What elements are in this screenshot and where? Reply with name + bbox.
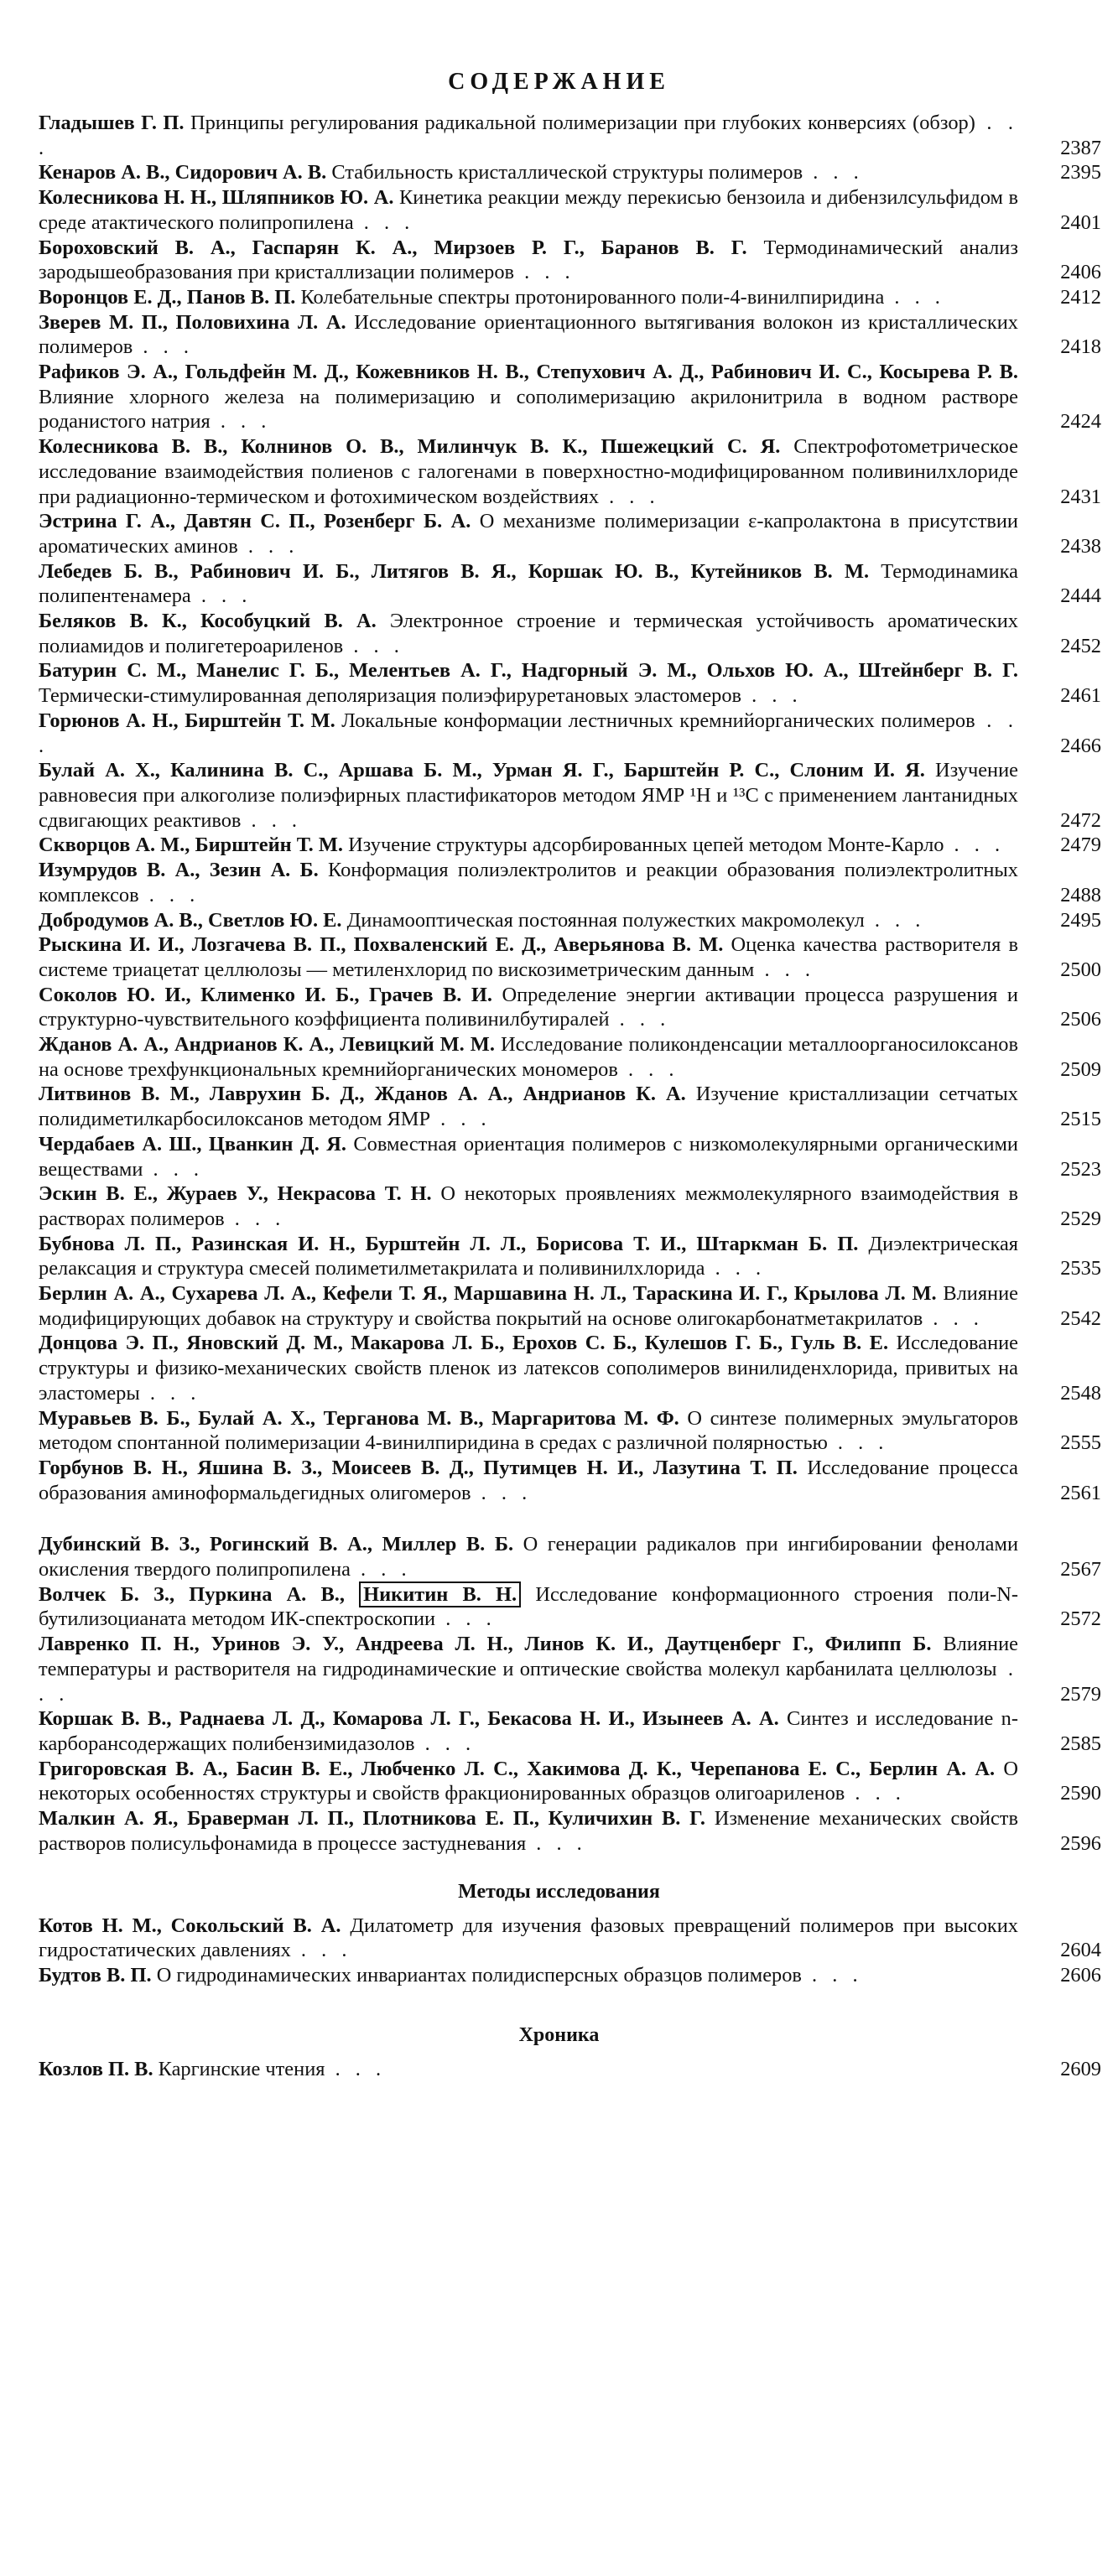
toc-entry[interactable] bbox=[39, 1632, 1101, 1706]
toc-entry[interactable] bbox=[39, 1757, 1101, 1806]
entry-authors: Жданов А. А., Андрианов К. А., Левицкий М. М. bbox=[39, 1033, 495, 1057]
entry-text bbox=[39, 434, 1018, 509]
toc-entry[interactable] bbox=[39, 1032, 1101, 1082]
entry-page-number: 2555 bbox=[1060, 1431, 1101, 1455]
entry-authors: Волчек Б. З., Пуркина А. В., bbox=[39, 1582, 345, 1606]
toc-entry[interactable] bbox=[39, 236, 1101, 285]
leader-dots: . . . bbox=[944, 834, 1006, 857]
entry-authors: Соколов Ю. И., Клименко И. Б., Грачев В. И. bbox=[39, 983, 492, 1006]
entry-text bbox=[39, 709, 1018, 758]
leader-dots: . . . bbox=[139, 1381, 201, 1405]
toc-entry[interactable] bbox=[39, 1914, 1101, 1963]
entry-page-number: 2506 bbox=[1060, 1008, 1101, 1031]
entry-page-number: 2561 bbox=[1060, 1481, 1101, 1504]
entry-authors: Гладышев Г. П. bbox=[39, 112, 185, 134]
entry-text bbox=[39, 908, 1018, 933]
entry-text bbox=[39, 609, 1018, 658]
entry-authors: Котов Н. М., Сокольский В. А. bbox=[39, 1914, 341, 1937]
entry-title: Динамооптическая постоянная полужестких макромолекул bbox=[346, 908, 865, 932]
section-title-methods: Методы исследования bbox=[458, 1880, 660, 1903]
entry-text bbox=[39, 185, 1018, 235]
toc-entry[interactable] bbox=[39, 1456, 1101, 1505]
entry-title: О гидродинамических инвариантах полидисперсных образцов полимеров bbox=[156, 1963, 802, 1987]
entry-text bbox=[39, 509, 1018, 558]
leader-dots: . . . bbox=[190, 584, 252, 608]
entry-text bbox=[39, 1632, 1018, 1706]
entry-page-number: 2488 bbox=[1060, 883, 1101, 906]
leader-dots: . . . bbox=[705, 1257, 767, 1280]
entry-title: Диэлектрическая релаксация и структура смесей полиметилметакрилата и поливинилхлорида bbox=[39, 1232, 1018, 1280]
leader-dots: . . . bbox=[353, 210, 415, 234]
leader-dots: . . . bbox=[514, 261, 575, 284]
entry-authors: Чердабаев А. Ш., Цванкин Д. Я. bbox=[39, 1132, 346, 1156]
entries-methods bbox=[0, 1914, 1118, 1988]
entry-text bbox=[39, 1132, 1018, 1182]
toc-entry[interactable] bbox=[39, 360, 1101, 434]
entry-title: О синтезе полимерных эмульгаторов методом спонтанной полимеризации 4-винилпиридина в средах с различной полярностью bbox=[39, 1406, 1018, 1455]
entry-text bbox=[39, 1532, 1018, 1581]
toc-entry[interactable] bbox=[39, 1132, 1101, 1182]
leader-dots: . . . bbox=[471, 1481, 533, 1504]
entry-page-number: 2604 bbox=[1060, 1939, 1101, 1962]
entry-page-number: 2606 bbox=[1060, 1963, 1101, 1987]
entry-text bbox=[39, 983, 1018, 1032]
entry-authors-boxed: Никитин В. Н. bbox=[359, 1581, 521, 1607]
leader-dots: . . . bbox=[343, 634, 404, 657]
entry-text bbox=[39, 285, 1018, 310]
leader-dots: . . . bbox=[845, 1782, 906, 1805]
entry-title: Исследование структуры и физико-механических свойств пленок из латексов сополимеров винилиденхлорида, привитых на эластомеры bbox=[39, 1332, 1018, 1405]
toc-entry[interactable] bbox=[39, 185, 1101, 235]
leader-dots: . . . bbox=[237, 534, 299, 558]
entry-page-number: 2479 bbox=[1060, 834, 1101, 857]
entry-title: Оценка качества растворителя в системе триацетат целлюлозы — метиленхлорид по вискозиметрическим данным bbox=[39, 933, 1018, 981]
leader-dots: . . . bbox=[599, 485, 660, 508]
entries-chronicle bbox=[0, 2057, 1118, 2082]
leader-dots: . . . bbox=[526, 1831, 587, 1855]
entry-page-number: 2500 bbox=[1060, 958, 1101, 981]
entry-page-number: 2596 bbox=[1060, 1831, 1101, 1855]
entry-authors: Горбунов В. Н., Яшина В. З., Моисеев В. Д., Путимцев Н. И., Лазутина Т. П. bbox=[39, 1456, 798, 1479]
entry-title: Изучение структуры адсорбированных цепей методом Монте-Карло bbox=[348, 834, 944, 857]
entry-page-number: 2523 bbox=[1060, 1157, 1101, 1181]
entry-page-number: 2572 bbox=[1060, 1607, 1101, 1631]
entry-title: Исследование конформационного строения поли-N-бутилизоцианата методом ИК-спектроскопии bbox=[39, 1582, 1018, 1631]
toc-entry[interactable] bbox=[39, 1532, 1101, 1581]
entry-text bbox=[39, 833, 1018, 858]
leader-dots: . . . bbox=[138, 883, 200, 906]
toc-entry[interactable] bbox=[39, 908, 1101, 933]
entry-page-number: 2535 bbox=[1060, 1257, 1101, 1280]
toc-entry[interactable] bbox=[39, 1406, 1101, 1456]
entry-authors: Лавренко П. Н., Уринов Э. У., Андреева Л. Н., Линов К. И., Даутценберг Г., Филипп Б. bbox=[39, 1633, 932, 1656]
toc-entry[interactable] bbox=[39, 758, 1101, 833]
entry-page-number: 2609 bbox=[1060, 2057, 1101, 2080]
toc-entry[interactable] bbox=[39, 1182, 1101, 1231]
entry-authors: Горюнов А. Н., Бирштейн Т. М. bbox=[39, 709, 335, 732]
entry-title: Колебательные спектры протонированного поли-4-винилпиридина bbox=[300, 285, 885, 309]
entry-page-number: 2438 bbox=[1060, 534, 1101, 558]
page-title: СОДЕРЖАНИЕ bbox=[448, 69, 670, 95]
entry-page-number: 2424 bbox=[1060, 410, 1101, 434]
entry-page-number: 2542 bbox=[1060, 1306, 1101, 1330]
entry-authors: Булай А. Х., Калинина В. С., Аршава Б. М., Урман Я. Г., Барштейн Р. С., Слоним И. Я. bbox=[39, 759, 925, 782]
leader-dots: . . . bbox=[210, 410, 272, 434]
entry-authors: Козлов П. В. bbox=[39, 2057, 153, 2080]
entry-page-number: 2452 bbox=[1060, 634, 1101, 657]
leader-dots: . . . bbox=[39, 1657, 1018, 1706]
toc-entry[interactable] bbox=[39, 509, 1101, 558]
entry-page-number: 2461 bbox=[1060, 684, 1101, 708]
leader-dots: . . . bbox=[39, 112, 1018, 159]
entry-text bbox=[39, 1281, 1018, 1331]
entry-title: Влияние хлорного железа на полимеризацию и сополимеризацию акрилонитрила в водном растворе роданистого натрия bbox=[39, 385, 1018, 434]
entry-page-number: 2567 bbox=[1060, 1558, 1101, 1581]
toc-entry[interactable] bbox=[39, 1582, 1101, 1632]
entry-authors: Эскин В. Е., Жураев У., Некрасова Т. Н. bbox=[39, 1182, 432, 1206]
entry-text bbox=[39, 858, 1018, 907]
entry-authors: Лебедев Б. В., Рабинович И. Б., Литягов В. Я., Коршак Ю. В., Кутейников В. М. bbox=[39, 559, 870, 583]
entry-page-number: 2548 bbox=[1060, 1381, 1101, 1405]
entry-authors: Скворцов А. М., Бирштейн Т. М. bbox=[39, 834, 343, 857]
toc-entry[interactable] bbox=[39, 609, 1101, 658]
entry-text bbox=[39, 658, 1018, 708]
entry-page-number: 2412 bbox=[1060, 285, 1101, 309]
toc-entry[interactable] bbox=[39, 111, 1101, 160]
leader-dots: . . . bbox=[801, 1963, 863, 1987]
entry-title: Влияние модифицирующих добавок на структуру и свойства покрытий на основе олигокарбонатметакрилатов bbox=[39, 1282, 1018, 1330]
entry-page-number: 2590 bbox=[1060, 1782, 1101, 1805]
entry-title: О механизме полимеризации ε-капролактона в присутствии ароматических аминов bbox=[39, 510, 1018, 558]
entry-authors: Дубинский В. З., Рогинский В. А., Миллер В. Б. bbox=[39, 1533, 514, 1556]
leader-dots: . . . bbox=[923, 1306, 984, 1330]
entry-text bbox=[39, 1706, 1018, 1756]
entry-title: Термодинамический анализ зародышеобразования при кристаллизации полимеров bbox=[39, 236, 1018, 284]
entry-title: Спектрофотометрическое исследование взаимодействия полиенов с галогенами в поверхностно-модифицированном поливинилхлориде при радиационно-термическом и фотохимическом воздействиях bbox=[39, 435, 1018, 508]
entry-title: Исследование ориентационного вытягивания волокон из кристаллических полимеров bbox=[39, 310, 1018, 359]
entry-title: Каргинские чтения bbox=[158, 2057, 325, 2080]
entry-text bbox=[39, 932, 1018, 982]
entry-page-number: 2585 bbox=[1060, 1732, 1101, 1755]
entry-title: Изучение равновесия при алкоголизе полиэфирных пластификаторов методом ЯМР ¹H и ¹³C с применением лантанидных сдвигающих реактивов bbox=[39, 759, 1018, 832]
leader-dots: . . . bbox=[39, 709, 1018, 757]
entry-authors: Бубнова Л. П., Разинская И. Н., Бурштейн Л. Л., Борисова Т. И., Штаркман Б. П. bbox=[39, 1232, 859, 1255]
toc-entry[interactable] bbox=[39, 434, 1101, 509]
leader-dots: . . . bbox=[350, 1558, 412, 1581]
entry-authors: Эстрина Г. А., Давтян С. П., Розенберг Б. А. bbox=[39, 510, 471, 533]
entry-title: Кинетика реакции между перекисью бензоила и дибензилсульфидом в среде атактического полипропилена bbox=[39, 186, 1018, 234]
leader-dots: . . . bbox=[290, 1939, 352, 1962]
entry-title: Принципы регулирования радикальной полимеризации при глубоких конверсиях (обзор) bbox=[190, 112, 975, 134]
toc-entry[interactable] bbox=[39, 983, 1101, 1032]
entry-text bbox=[39, 1182, 1018, 1231]
entry-text bbox=[39, 1331, 1018, 1405]
leader-dots: . . . bbox=[224, 1207, 286, 1230]
entry-text bbox=[39, 1032, 1018, 1082]
leader-dots: . . . bbox=[864, 908, 926, 932]
entry-text bbox=[39, 1456, 1018, 1505]
entries-main bbox=[0, 111, 1118, 1505]
toc-entry[interactable] bbox=[39, 1706, 1101, 1756]
entry-authors: Воронцов Е. Д., Панов В. П. bbox=[39, 285, 296, 309]
toc-entry[interactable] bbox=[39, 1082, 1101, 1131]
entry-authors: Колесникова Н. Н., Шляпников Ю. А. bbox=[39, 186, 394, 210]
entry-authors: Малкин А. Я., Браверман Л. П., Плотникова Е. П., Куличихин В. Г. bbox=[39, 1807, 705, 1831]
entry-authors: Муравьев В. Б., Булай А. Х., Терганова М. В., Маргаритова М. Ф. bbox=[39, 1406, 679, 1430]
entry-authors: Беляков В. К., Кособуцкий В. А. bbox=[39, 610, 377, 633]
entry-page-number: 2418 bbox=[1060, 335, 1101, 359]
toc-entry[interactable] bbox=[39, 1281, 1101, 1331]
entry-authors: Будтов В. П. bbox=[39, 1963, 152, 1987]
leader-dots: . . . bbox=[241, 808, 303, 832]
toc-entry[interactable] bbox=[39, 2057, 1101, 2082]
leader-dots: . . . bbox=[325, 2057, 387, 2080]
entry-title: Влияние температуры и растворителя на гидродинамические и оптические свойства молекул карбанилата целлюлозы bbox=[39, 1633, 1018, 1680]
entry-title: Локальные конформации лестничных кремнийорганических полимеров bbox=[341, 709, 975, 732]
entry-authors: Добродумов А. В., Светлов Ю. Е. bbox=[39, 908, 342, 932]
entry-text bbox=[39, 111, 1018, 160]
toc-entry[interactable] bbox=[39, 833, 1101, 858]
entry-authors: Литвинов В. М., Лаврухин Б. Д., Жданов А. А., Андрианов К. А. bbox=[39, 1083, 686, 1106]
entry-title: Изменение механических свойств растворов полисульфонамида в процессе застудневания bbox=[39, 1807, 1018, 1855]
entry-authors: Кенаров А. В., Сидорович А. В. bbox=[39, 161, 327, 184]
entry-text bbox=[39, 1406, 1018, 1456]
entry-text bbox=[39, 1582, 1018, 1632]
entry-authors: Рыскина И. И., Лозгачева В. П., Похваленский Е. Д., Аверьянова В. М. bbox=[39, 933, 724, 957]
entry-page-number: 2509 bbox=[1060, 1057, 1101, 1081]
entry-title: Совместная ориентация полимеров с низкомолекулярными органическими веществами bbox=[39, 1132, 1018, 1181]
leader-dots: . . . bbox=[827, 1431, 889, 1455]
toc-entry[interactable] bbox=[39, 1331, 1101, 1405]
toc-entry[interactable] bbox=[39, 858, 1101, 907]
entry-page-number: 2466 bbox=[1060, 734, 1101, 757]
entry-page-number: 2495 bbox=[1060, 908, 1101, 932]
entry-text bbox=[39, 360, 1018, 434]
entry-page-number: 2472 bbox=[1060, 808, 1101, 832]
entry-text bbox=[39, 2057, 1018, 2082]
entry-authors: Берлин А. А., Сухарева Л. А., Кефели Т. Я., Маршавина Н. Л., Тараскина И. Г., Крылова Л. М. bbox=[39, 1282, 937, 1306]
toc-entry[interactable] bbox=[39, 658, 1101, 708]
entry-page-number: 2395 bbox=[1060, 161, 1101, 184]
leader-dots: . . . bbox=[741, 684, 803, 708]
entry-text bbox=[39, 1757, 1018, 1806]
entry-page-number: 2515 bbox=[1060, 1108, 1101, 1131]
toc-entry[interactable] bbox=[39, 932, 1101, 982]
entry-page-number: 2401 bbox=[1060, 210, 1101, 234]
entry-authors: Бороховский В. А., Гаспарян К. А., Мирзоев Р. Г., Баранов В. Г. bbox=[39, 236, 747, 259]
entry-authors: Зверев М. П., Половихина Л. А. bbox=[39, 310, 346, 334]
leader-dots: . . . bbox=[430, 1108, 491, 1131]
toc-entry[interactable] bbox=[39, 1806, 1101, 1856]
entry-title: Определение энергии активации процесса разрушения и структурно-чувствительного коэффициента поливинилбутиралей bbox=[39, 983, 1018, 1031]
entry-title: Синтез и исследование n-карборансодержащих полибензимидазолов bbox=[39, 1707, 1018, 1755]
entry-text bbox=[39, 559, 1018, 609]
entry-title: Термически-стимулированная деполяризация полиэфируретановых эластомеров bbox=[39, 684, 742, 708]
entry-title: Исследование процесса образования аминоформальдегидных олигомеров bbox=[39, 1456, 1018, 1504]
entry-text bbox=[39, 1232, 1018, 1281]
entry-text bbox=[39, 1963, 1018, 1988]
entry-authors: Донцова Э. П., Яновский Д. М., Макарова Л. Б., Ерохов С. Б., Кулешов Г. Б., Гуль В. Е. bbox=[39, 1332, 889, 1355]
entry-title: Дилатометр для изучения фазовых превращений полимеров при высоких гидростатических давлениях bbox=[39, 1914, 1018, 1962]
section-title-chronicle: Хроника bbox=[518, 2023, 600, 2046]
entry-authors: Григоровская В. А., Басин В. Е., Любченко Л. С., Хакимова Д. К., Черепанова Е. С., Берлин А. А. bbox=[39, 1757, 996, 1780]
entry-page-number: 2529 bbox=[1060, 1207, 1101, 1230]
entry-text bbox=[39, 310, 1018, 360]
entry-text bbox=[39, 1082, 1018, 1131]
entry-page-number: 2387 bbox=[1060, 136, 1101, 159]
entry-text bbox=[39, 1806, 1018, 1856]
leader-dots: . . . bbox=[133, 335, 194, 359]
entry-text bbox=[39, 1914, 1018, 1963]
leader-dots: . . . bbox=[609, 1008, 671, 1031]
leader-dots: . . . bbox=[143, 1157, 205, 1181]
entries-short-communications bbox=[0, 1532, 1118, 1856]
entry-title: О некоторых проявлениях межмолекулярного взаимодействия в растворах полимеров bbox=[39, 1182, 1018, 1230]
entry-page-number: 2444 bbox=[1060, 584, 1101, 608]
leader-dots: . . . bbox=[617, 1057, 679, 1081]
entry-authors: Коршак В. В., Раднаева Л. Д., Комарова Л. Г., Бекасова Н. И., Изынеев А. А. bbox=[39, 1707, 779, 1731]
leader-dots: . . . bbox=[414, 1732, 476, 1755]
toc-entry[interactable] bbox=[39, 285, 1101, 310]
leader-dots: . . . bbox=[884, 285, 945, 309]
entry-authors: Батурин С. М., Манелис Г. Б., Мелентьев А. Г., Надгорный Э. М., Ольхов Ю. А., Штейнберг В. Г. bbox=[39, 659, 1018, 683]
entry-page-number: 2406 bbox=[1060, 261, 1101, 284]
toc-entry[interactable] bbox=[39, 160, 1101, 185]
leader-dots: . . . bbox=[435, 1607, 497, 1631]
entry-title: Исследование поликонденсации металлоорганосилоксанов на основе трехфункциональных кремнийорганических мономеров bbox=[39, 1033, 1018, 1081]
entry-title: Конформация полиэлектролитов и реакции образования полиэлектролитных комплексов bbox=[39, 859, 1018, 906]
entry-authors: Рафиков Э. А., Гольдфейн М. Д., Кожевников Н. В., Степухович А. Д., Рабинович И. С., Косырева Р. В. bbox=[39, 361, 1018, 384]
entry-text bbox=[39, 758, 1018, 833]
entry-page-number: 2579 bbox=[1060, 1682, 1101, 1706]
toc-entry[interactable] bbox=[39, 709, 1101, 758]
entry-authors: Колесникова В. В., Колнинов О. В., Милинчук В. К., Пшежецкий С. Я. bbox=[39, 435, 781, 459]
toc-entry[interactable] bbox=[39, 1232, 1101, 1281]
toc-entry[interactable] bbox=[39, 1963, 1101, 1988]
entry-title: Термодинамика полипентенамера bbox=[39, 559, 1018, 608]
entry-authors: Изумрудов В. А., Зезин А. Б. bbox=[39, 859, 319, 882]
toc-entry[interactable] bbox=[39, 559, 1101, 609]
entry-title: Изучение кристаллизации сетчатых полидиметилкарбосилоксанов методом ЯМР bbox=[39, 1083, 1018, 1131]
entry-title: Стабильность кристаллической структуры полимеров bbox=[331, 161, 803, 184]
entry-title: Электронное строение и термическая устойчивость ароматических полиамидов и полигетероариленов bbox=[39, 610, 1018, 657]
entry-title: О некоторых особенностях структуры и свойств фракционированных образцов олигоариленов bbox=[39, 1757, 1018, 1805]
entry-text bbox=[39, 236, 1018, 285]
entry-title: О генерации радикалов при ингибировании фенолами окисления твердого полипропилена bbox=[39, 1533, 1018, 1581]
toc-entry[interactable] bbox=[39, 310, 1101, 360]
entry-page-number: 2431 bbox=[1060, 485, 1101, 508]
entry-text bbox=[39, 160, 1018, 185]
leader-dots: . . . bbox=[754, 958, 815, 981]
leader-dots: . . . bbox=[803, 161, 864, 184]
